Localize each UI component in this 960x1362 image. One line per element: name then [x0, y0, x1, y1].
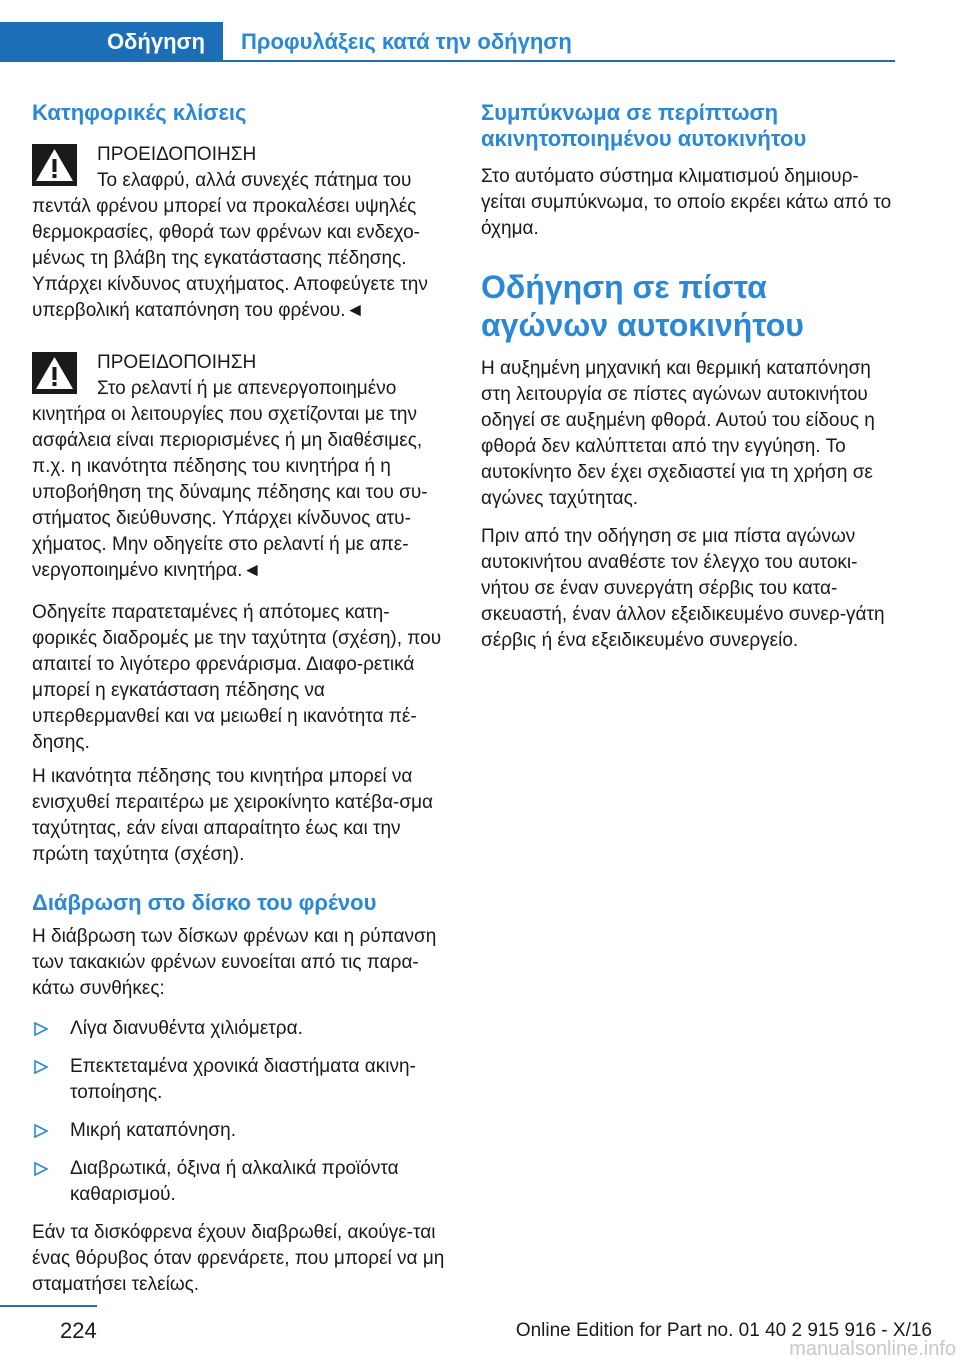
warning-block-2	[32, 350, 447, 584]
right-column	[481, 100, 896, 654]
paragraph: Η αυξημένη μηχανική και θερμική καταπόνηση στη λειτουργία σε πίστες αγώνων αυτοκινήτου οδηγεί σε αυξημένη φθορά. Αυτού του είδους η φθορά δεν καλύπτεται από την εγγύηση. Το αυτοκίνητο δεν έχει σχεδιαστεί για τη χρήση σε αγώνες ταχύτητας.	[481, 358, 875, 509]
footer-divider	[0, 1305, 97, 1307]
conditions-list	[32, 1016, 447, 1208]
heading-race-track: Οδήγηση σε πίστα αγώνων αυτοκινήτου	[481, 269, 804, 343]
list-item: Διαβρωτικά, όξινα ή αλκαλικά προϊόντα καθαρισμού.	[32, 1156, 447, 1208]
page-number: 224	[60, 1318, 97, 1343]
warning-1-title: ΠΡΟΕΙΔΟΠΟΙΗΣΗ	[97, 144, 257, 165]
heading-condensation: Συμπύκνωμα σε περίπτωση ακινητοποιημένου αυτοκινήτου	[481, 100, 807, 151]
triangle-bullet-icon	[34, 1162, 48, 1176]
triangle-bullet-icon	[34, 1060, 48, 1074]
watermark: manualsonline.info	[789, 1338, 956, 1360]
paragraph: Οδηγείτε παρατεταμένες ή απότομες κατη-φορικές διαδρομές με την ταχύτητα (σχέση), που απαιτεί το λιγότερο φρενάρισμα. Διαφο-ρετικά μπορεί η εγκατάσταση πέδησης να υπερθερμανθεί και να μειωθεί η ικανότητα πέ-δησης.	[32, 602, 442, 753]
left-column	[32, 100, 447, 1298]
warning-2-title: ΠΡΟΕΙΔΟΠΟΙΗΣΗ	[97, 352, 257, 373]
triangle-bullet-icon	[34, 1022, 48, 1036]
paragraph: Στο αυτόματο σύστημα κλιματισμού δημιουρ-γείται συμπύκνωμα, το οποίο εκρέει κάτω από το όχημα.	[481, 166, 892, 239]
warning-triangle-icon	[32, 352, 77, 394]
warning-1-text: Το ελαφρύ, αλλά συνεχές πάτημα του πεντάλ φρένου μπορεί να προκαλέσει υψηλές θερμοκρασίες, φθορά των φρένων και ενδεχο-μένως τη βλάβη της εγκατάστασης πέδησης. Υπάρχει κίνδυνος ατυχήματος. Αποφεύγετε την υπερβολική καταπόνηση του φρένου.◄	[32, 170, 428, 321]
header-divider	[223, 60, 895, 62]
edition-note: Online Edition for Part no. 01 40 2 915 916 - X/16	[515, 1320, 932, 1341]
paragraph: Η διάβρωση των δίσκων φρένων και η ρύπανση των τακακιών φρένων ευνοείται από τις παρα-κάτω συνθήκες:	[32, 926, 437, 999]
chapter-title: Οδήγηση	[106, 29, 205, 54]
triangle-bullet-icon	[34, 1124, 48, 1138]
list-item: Λίγα διανυθέντα χιλιόμετρα.	[32, 1016, 447, 1042]
paragraph: Πριν από την οδήγηση σε μια πίστα αγώνων αυτοκινήτου αναθέστε τον έλεγχο του αυτοκι-νήτου σε έναν συνεργάτη σέρβις του κατα-σκευαστή, έναν άλλον εξειδικευμένο συνερ-γάτη σέρβις ή ένα εξειδικευμένο συνεργείο.	[481, 526, 885, 651]
heading-downhill: Κατηφορικές κλίσεις	[32, 100, 247, 125]
section-title[interactable]: Προφυλάξεις κατά την οδήγηση	[241, 29, 572, 54]
heading-brake-corrosion: Διάβρωση στο δίσκο του φρένου	[32, 890, 377, 915]
chapter-tab[interactable]	[0, 22, 223, 62]
warning-triangle-icon	[32, 144, 77, 186]
list-item: Επεκτεταμένα χρονικά διαστήματα ακινη-τοποίησης.	[32, 1054, 447, 1106]
warning-block-1	[32, 142, 447, 324]
warning-2-text: Στο ρελαντί ή με απενεργοποιημένο κινητήρα οι λειτουργίες που σχετίζονται με την ασφάλεια είναι περιορισμένες ή μη διαθέσιμες, π.χ. η ικανότητα πέδησης του κινητήρα ή η υποβοήθηση της δύναμης πέδησης και του συ-στήματος διεύθυνσης. Υπάρχει κίνδυνος ατυ-χήματος. Μην οδηγείτε στο ρελαντί ή με απε-νεργοποιημένο κινητήρα.◄	[32, 378, 428, 581]
paragraph: Εάν τα δισκόφρενα έχουν διαβρωθεί, ακούγε-ται ένας θόρυβος όταν φρενάρετε, που μπορεί να μη σταματήσει τελείως.	[32, 1222, 445, 1295]
list-item: Μικρή καταπόνηση.	[32, 1118, 447, 1144]
paragraph: Η ικανότητα πέδησης του κινητήρα μπορεί να ενισχυθεί περαιτέρω με χειροκίνητο κατέβα-σμα ταχύτητας, εάν είναι απαραίτητο έως και την πρώτη ταχύτητα (σχέση).	[32, 766, 434, 865]
